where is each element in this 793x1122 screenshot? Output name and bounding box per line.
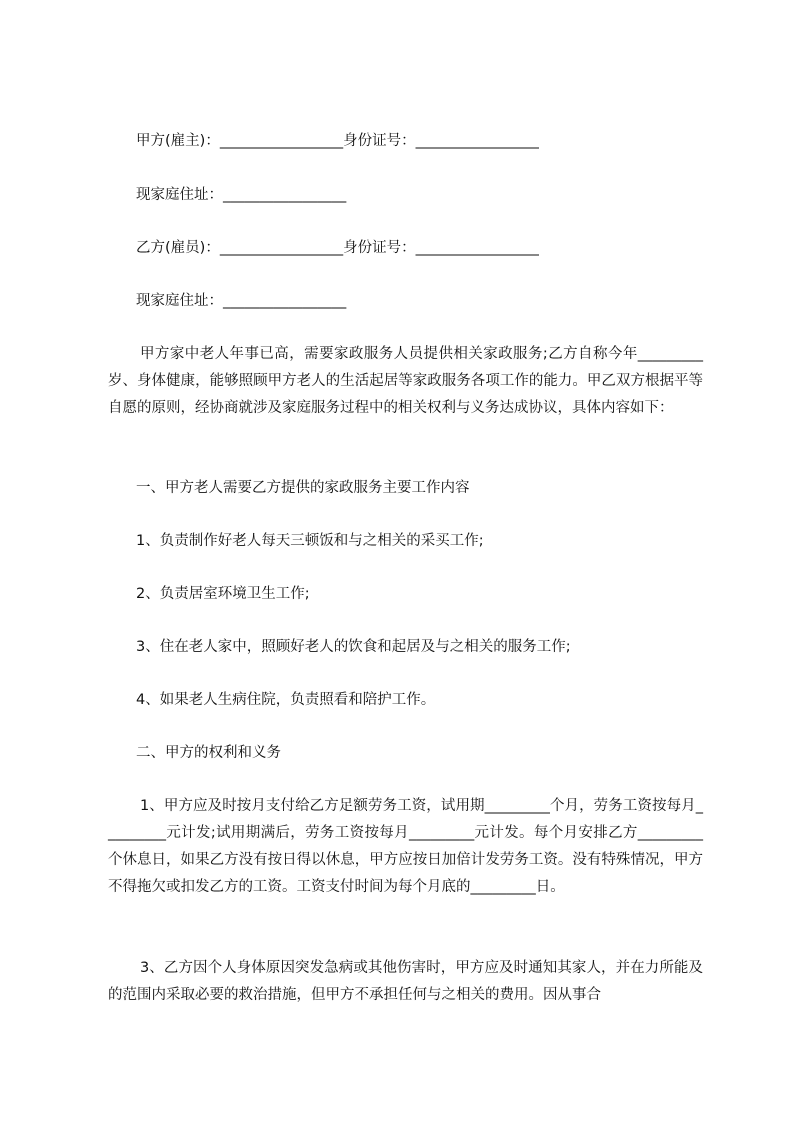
party-b-address: 现家庭住址：_________________ xyxy=(136,293,347,309)
intro-paragraph: 甲方家中老人年事已高，需要家政服务人员提供相关家政服务;乙方自称今年_________岁、身体健康，能够照顾甲方老人的生活起居等家政服务各项工作的能力。甲乙双方根据平等自愿的原则，经协商就涉及家庭服务过程中的相关权利与义务达成协议，具体内容如下： xyxy=(108,346,703,416)
clause-3-paragraph: 3、乙方因个人身体原因突发急病或其他伤害时，甲方应及时通知其家人，并在力所能及的范围内采取必要的救治措施，但甲方不承担任何与之相关的费用。因从事合 xyxy=(108,960,703,1003)
list-item: 4、如果老人生病住院，负责照看和陪护工作。 xyxy=(136,692,436,708)
list-item: 3、住在老人家中，照顾好老人的饮食和起居及与之相关的服务工作; xyxy=(136,639,571,655)
clause-1-paragraph: 1、甲方应及时按月支付给乙方足额劳务工资，试用期_________个月，劳务工资按每月_________元计发;试用期满后，劳务工资按每月_________元计发。每个月安排乙方_________个休息日，如果乙方没有按日得以休息，甲方应按日加倍计发劳务工资。没有特殊情况，甲方不得拖欠或扣发乙方的工资。工资支付时间为每个月底的_________日。 xyxy=(108,798,703,895)
list-item: 2、负责居室环境卫生工作; xyxy=(136,586,310,602)
party-a-line: 甲方(雇主)：_________________身份证号：_________________ xyxy=(136,133,539,149)
party-a-address: 现家庭住址：_________________ xyxy=(136,187,347,203)
section-2-title: 二、甲方的权利和义务 xyxy=(136,745,281,761)
section-1-title: 一、甲方老人需要乙方提供的家政服务主要工作内容 xyxy=(136,480,470,496)
party-b-line: 乙方(雇员)：_________________身份证号：_________________ xyxy=(136,240,539,256)
list-item: 1、负责制作好老人每天三顿饭和与之相关的采买工作; xyxy=(136,533,484,549)
